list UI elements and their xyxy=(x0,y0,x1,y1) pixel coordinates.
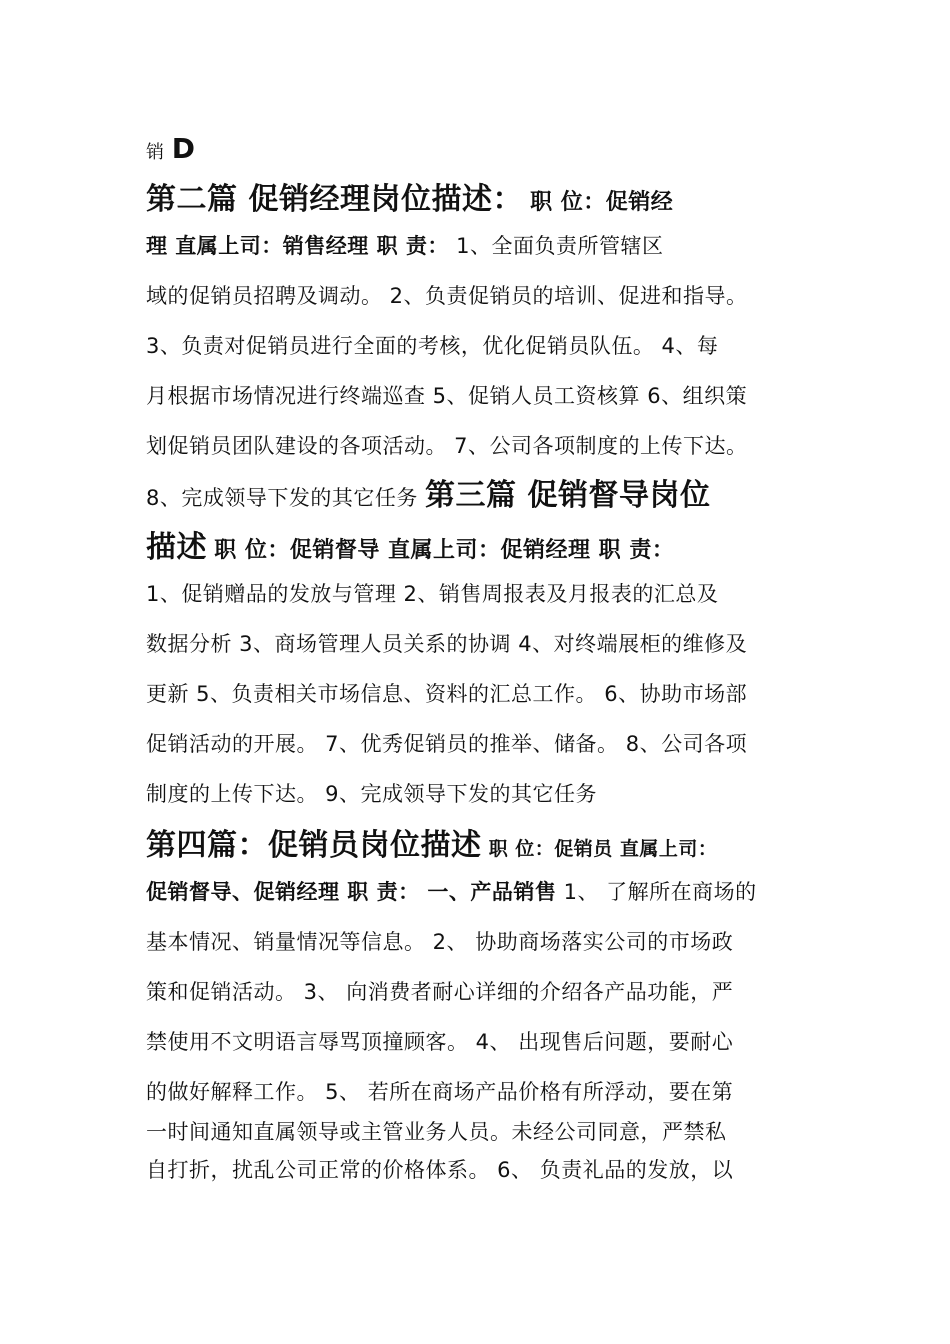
text-fragment: 销 xyxy=(146,142,165,163)
text-fragment: 1、全面负责所管辖区 xyxy=(456,234,664,258)
text-line-21: 一时间通知直属领导或主管业务人员。未经公司同意，严禁私 xyxy=(146,1120,727,1144)
text-line-13: 促销活动的开展。 7、优秀促销员的推举、储备。 8、公司各项 xyxy=(146,732,748,756)
text-fragment: 职 位：促销经 xyxy=(530,190,674,215)
text-line-14: 制度的上传下达。 9、完成领导下发的其它任务 xyxy=(146,782,598,806)
section-heading-3-cont: 描述 xyxy=(146,530,207,565)
text-fragment: 促销督导、促销经理 职 责： 一、产品销售 xyxy=(146,880,557,904)
text-line-12: 更新 5、负责相关市场信息、资料的汇总工作。 6、协助市场部 xyxy=(146,682,748,706)
section-heading-4: 第四篇：促销员岗位描述 xyxy=(146,828,482,863)
text-line-11: 数据分析 3、商场管理人员关系的协调 4、对终端展柜的维修及 xyxy=(146,632,748,656)
text-fragment: D xyxy=(171,132,196,165)
text-line-1 xyxy=(146,132,820,166)
text-line-4: 域的促销员招聘及调动。 2、负责促销员的培训、促进和指导。 xyxy=(146,284,748,308)
text-line-9 xyxy=(146,530,820,566)
text-line-6: 月根据市场情况进行终端巡查 5、促销人员工资核算 6、组织策 xyxy=(146,384,748,408)
text-fragment: 8、完成领导下发的其它任务 xyxy=(146,486,426,510)
text-line-16 xyxy=(146,880,820,905)
text-line-20: 的做好解释工作。 5、 若所在商场产品价格有所浮动，要在第 xyxy=(146,1080,734,1104)
text-line-17: 基本情况、销量情况等信息。 2、 协助商场落实公司的市场政 xyxy=(146,930,734,954)
text-fragment: 理 直属上司：销售经理 职 责： xyxy=(146,234,449,258)
text-line-7: 划促销员团队建设的各项活动。 7、公司各项制度的上传下达。 xyxy=(146,434,748,458)
text-fragment: 职 位：促销员 直属上司： xyxy=(488,838,718,860)
text-line-19: 禁使用不文明语言辱骂顶撞顾客。 4、 出现售后问题，要耐心 xyxy=(146,1030,734,1054)
text-line-2 xyxy=(146,182,820,218)
text-line-8 xyxy=(146,478,820,514)
text-fragment: 1、 了解所在商场的 xyxy=(563,880,757,904)
text-line-5: 3、负责对促销员进行全面的考核，优化促销员队伍。 4、每 xyxy=(146,334,719,358)
text-line-10: 1、促销赠品的发放与管理 2、销售周报表及月报表的汇总及 xyxy=(146,582,719,606)
text-fragment: 职 位：促销督导 直属上司：促销经理 职 责： xyxy=(214,538,675,563)
text-line-3 xyxy=(146,234,820,259)
section-heading-3: 第三篇 促销督导岗位 xyxy=(425,478,711,513)
text-line-22: 自打折，扰乱公司正常的价格体系。 6、 负责礼品的发放，以 xyxy=(146,1158,734,1182)
text-line-18: 策和促销活动。 3、 向消费者耐心详细的介绍各产品功能，严 xyxy=(146,980,734,1004)
text-line-15 xyxy=(146,828,820,864)
section-heading-2: 第二篇 促销经理岗位描述： xyxy=(146,182,523,217)
